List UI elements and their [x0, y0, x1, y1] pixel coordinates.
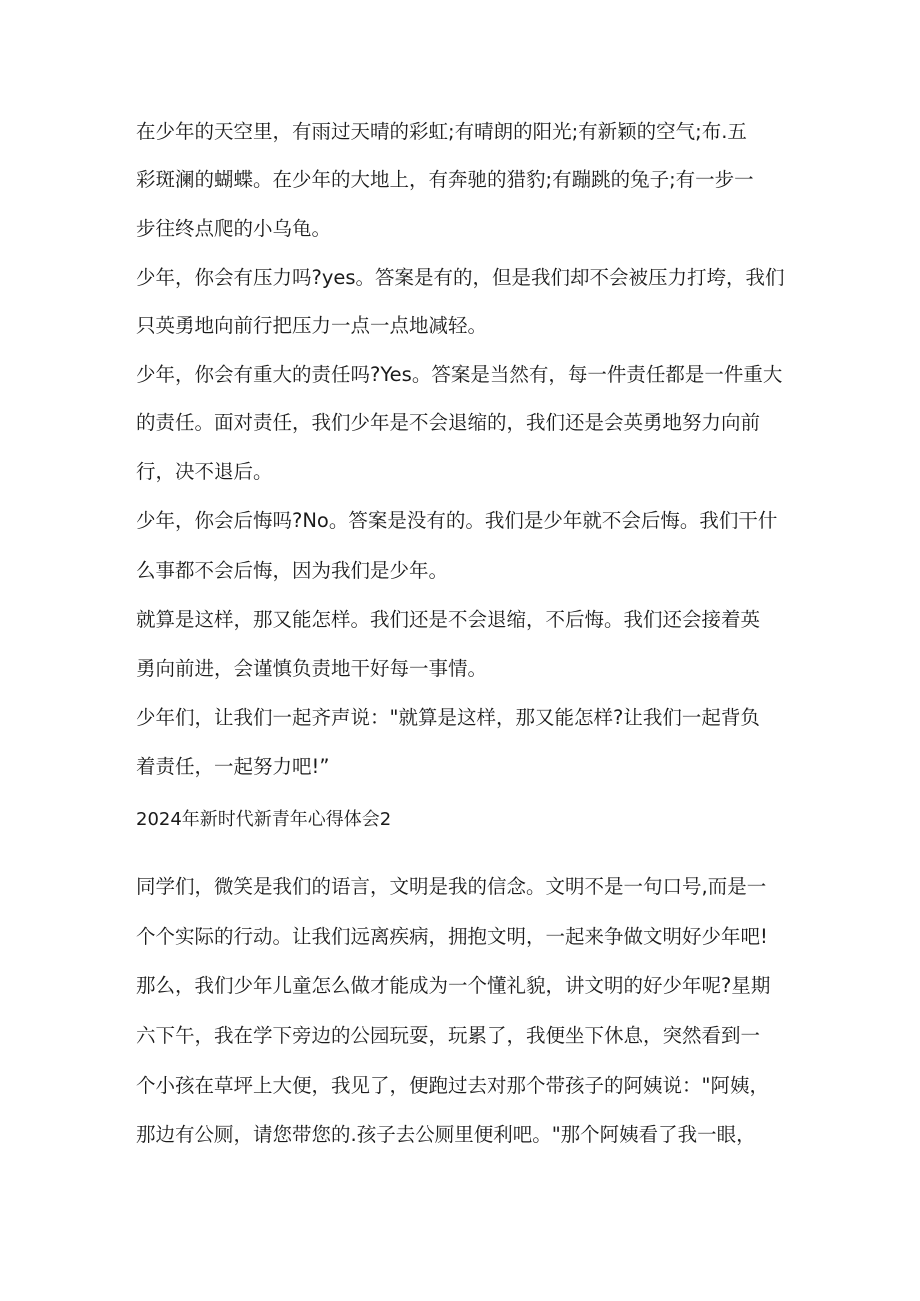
- text-line: 少年们，让我们一起齐声说："就算是这样，那又能怎样?让我们一起背负: [136, 706, 760, 729]
- text-line: 少年，你会后悔吗?No。答案是没有的。我们是少年就不会后悔。我们干什: [136, 509, 778, 532]
- text-line: 少年，你会有重大的责任吗?Yes。答案是当然有，每一件责任都是一件重大: [136, 363, 783, 386]
- text-line: 那么，我们少年儿童怎么做才能成为一个懂礼貌，讲文明的好少年呢?星期: [136, 974, 771, 997]
- text-line: 在少年的天空里，有雨过天晴的彩虹;有晴朗的阳光;有新颖的空气;布.五: [136, 120, 747, 143]
- text-line: 只英勇地向前行把压力一点一点地减轻。: [136, 314, 488, 337]
- text-line: 的责任。面对责任，我们少年是不会退缩的，我们还是会英勇地努力向前: [136, 411, 761, 434]
- text-line: 步往终点爬的小乌龟。: [136, 217, 332, 240]
- text-line: 个个实际的行动。让我们远离疾病，拥抱文明，一起来争做文明好少年吧!: [136, 925, 768, 948]
- text-line: 着责任，一起努力吧!”: [136, 755, 330, 778]
- text-line: 六下午，我在学下旁边的公园玩耍，玩累了，我便坐下休息，突然看到一: [136, 1024, 761, 1047]
- text-line: 同学们，微笑是我们的语言，文明是我的信念。文明不是一句口号,而是一: [136, 875, 767, 898]
- text-line: 彩斑澜的蝴蝶。在少年的大地上，有奔驰的猎豹;有蹦跳的兔子;有一步一: [136, 168, 754, 191]
- text-line: 就算是这样，那又能怎样。我们还是不会退缩，不后悔。我们还会接着英: [136, 608, 761, 631]
- text-line: 个小孩在草坪上大便，我见了，便跑过去对那个带孩子的阿姨说："阿姨，: [136, 1074, 769, 1097]
- text-line: 勇向前进，会谨慎负责地干好每一事情。: [136, 657, 488, 680]
- text-line: 么事都不会后悔，因为我们是少年。: [136, 559, 449, 582]
- text-line: 少年，你会有压力吗?yes。答案是有的，但是我们却不会被压力打垮，我们: [136, 266, 785, 289]
- text-line: 那边有公厕，请您带您的.孩子去公厕里便利吧。"那个阿姨看了我一眼，: [136, 1123, 756, 1146]
- section-heading: 2024年新时代新青年心得体会2: [136, 809, 392, 830]
- text-line: 行，决不退后。: [136, 460, 273, 483]
